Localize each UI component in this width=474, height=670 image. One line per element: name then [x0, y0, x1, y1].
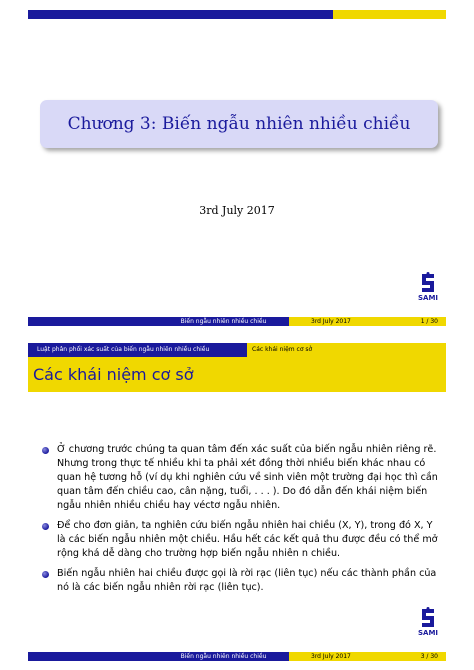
frame-title: Các khái niệm cơ sở — [33, 365, 194, 384]
footer-date: 3rd July 2017 — [311, 653, 351, 660]
bullet-list — [53, 443, 439, 601]
list-item-text: Biến ngẫu nhiên hai chiều được gọi là rời rạc (liên tục) nếu các thành phần của nó là các biến ngẫu nhiên rời rạc (liên tục). — [57, 568, 437, 593]
ball-bullet-icon — [42, 571, 49, 578]
footer-page: 1 / 30 — [420, 318, 438, 325]
frame-title-bar — [28, 357, 446, 392]
list-item-text: Ở chương trước chúng ta quan tâm đến xác suất của biến ngẫu nhiên riêng rẽ. Nhưng trong thực tế nhiều khi ta phải xét đồng thời nhiều biến khác nhau có quan hệ tương hỗ (ví dụ khi nghiên cứu về sinh viên một trường đại học thì cần quan tâm đến chiều cao, cân nặng, tuổi, . . . ). Do đó dẫn đến khái niệm biến ngẫu nhiên nhiều chiều hay véctơ ngẫu nhiên. — [57, 444, 438, 511]
sami-logo-icon — [416, 607, 440, 643]
ball-bullet-icon — [42, 447, 49, 454]
footer-date: 3rd July 2017 — [311, 318, 351, 325]
logo-text: SAMI — [417, 294, 439, 302]
nav-section[interactable]: Luật phân phối xác suất của biến ngẫu nhiên nhiều chiều — [28, 343, 247, 357]
footer-bar — [28, 317, 446, 326]
list-item — [53, 519, 439, 561]
title-box — [40, 100, 438, 148]
sami-logo-icon — [416, 272, 440, 308]
list-item — [53, 567, 439, 595]
content-slide — [28, 343, 446, 661]
list-item — [53, 443, 439, 513]
footer-title: Biến ngẫu nhiên nhiều chiều — [158, 652, 289, 661]
ball-bullet-icon — [42, 523, 49, 530]
nav-bar — [28, 343, 446, 357]
footer-page: 3 / 30 — [420, 653, 438, 660]
top-bar — [28, 10, 446, 19]
slide-title: Chương 3: Biến ngẫu nhiên nhiều chiều — [67, 114, 411, 134]
footer-title: Biến ngẫu nhiên nhiều chiều — [158, 317, 289, 326]
footer-bar — [28, 652, 446, 661]
title-slide — [28, 10, 446, 326]
list-item-text: Để cho đơn giản, ta nghiên cứu biến ngẫu nhiên hai chiều (X, Y), trong đó X, Y là các biến ngẫu nhiên một chiều. Hầu hết các kết quả thu được đều có thể mở rộng khá dễ dàng cho trường hợp biến ngẫu nhiên n chiều. — [57, 520, 438, 559]
slide-date: 3rd July 2017 — [199, 204, 275, 217]
nav-subsection[interactable]: Các khái niệm cơ sở — [247, 343, 446, 357]
logo-text: SAMI — [417, 629, 439, 637]
